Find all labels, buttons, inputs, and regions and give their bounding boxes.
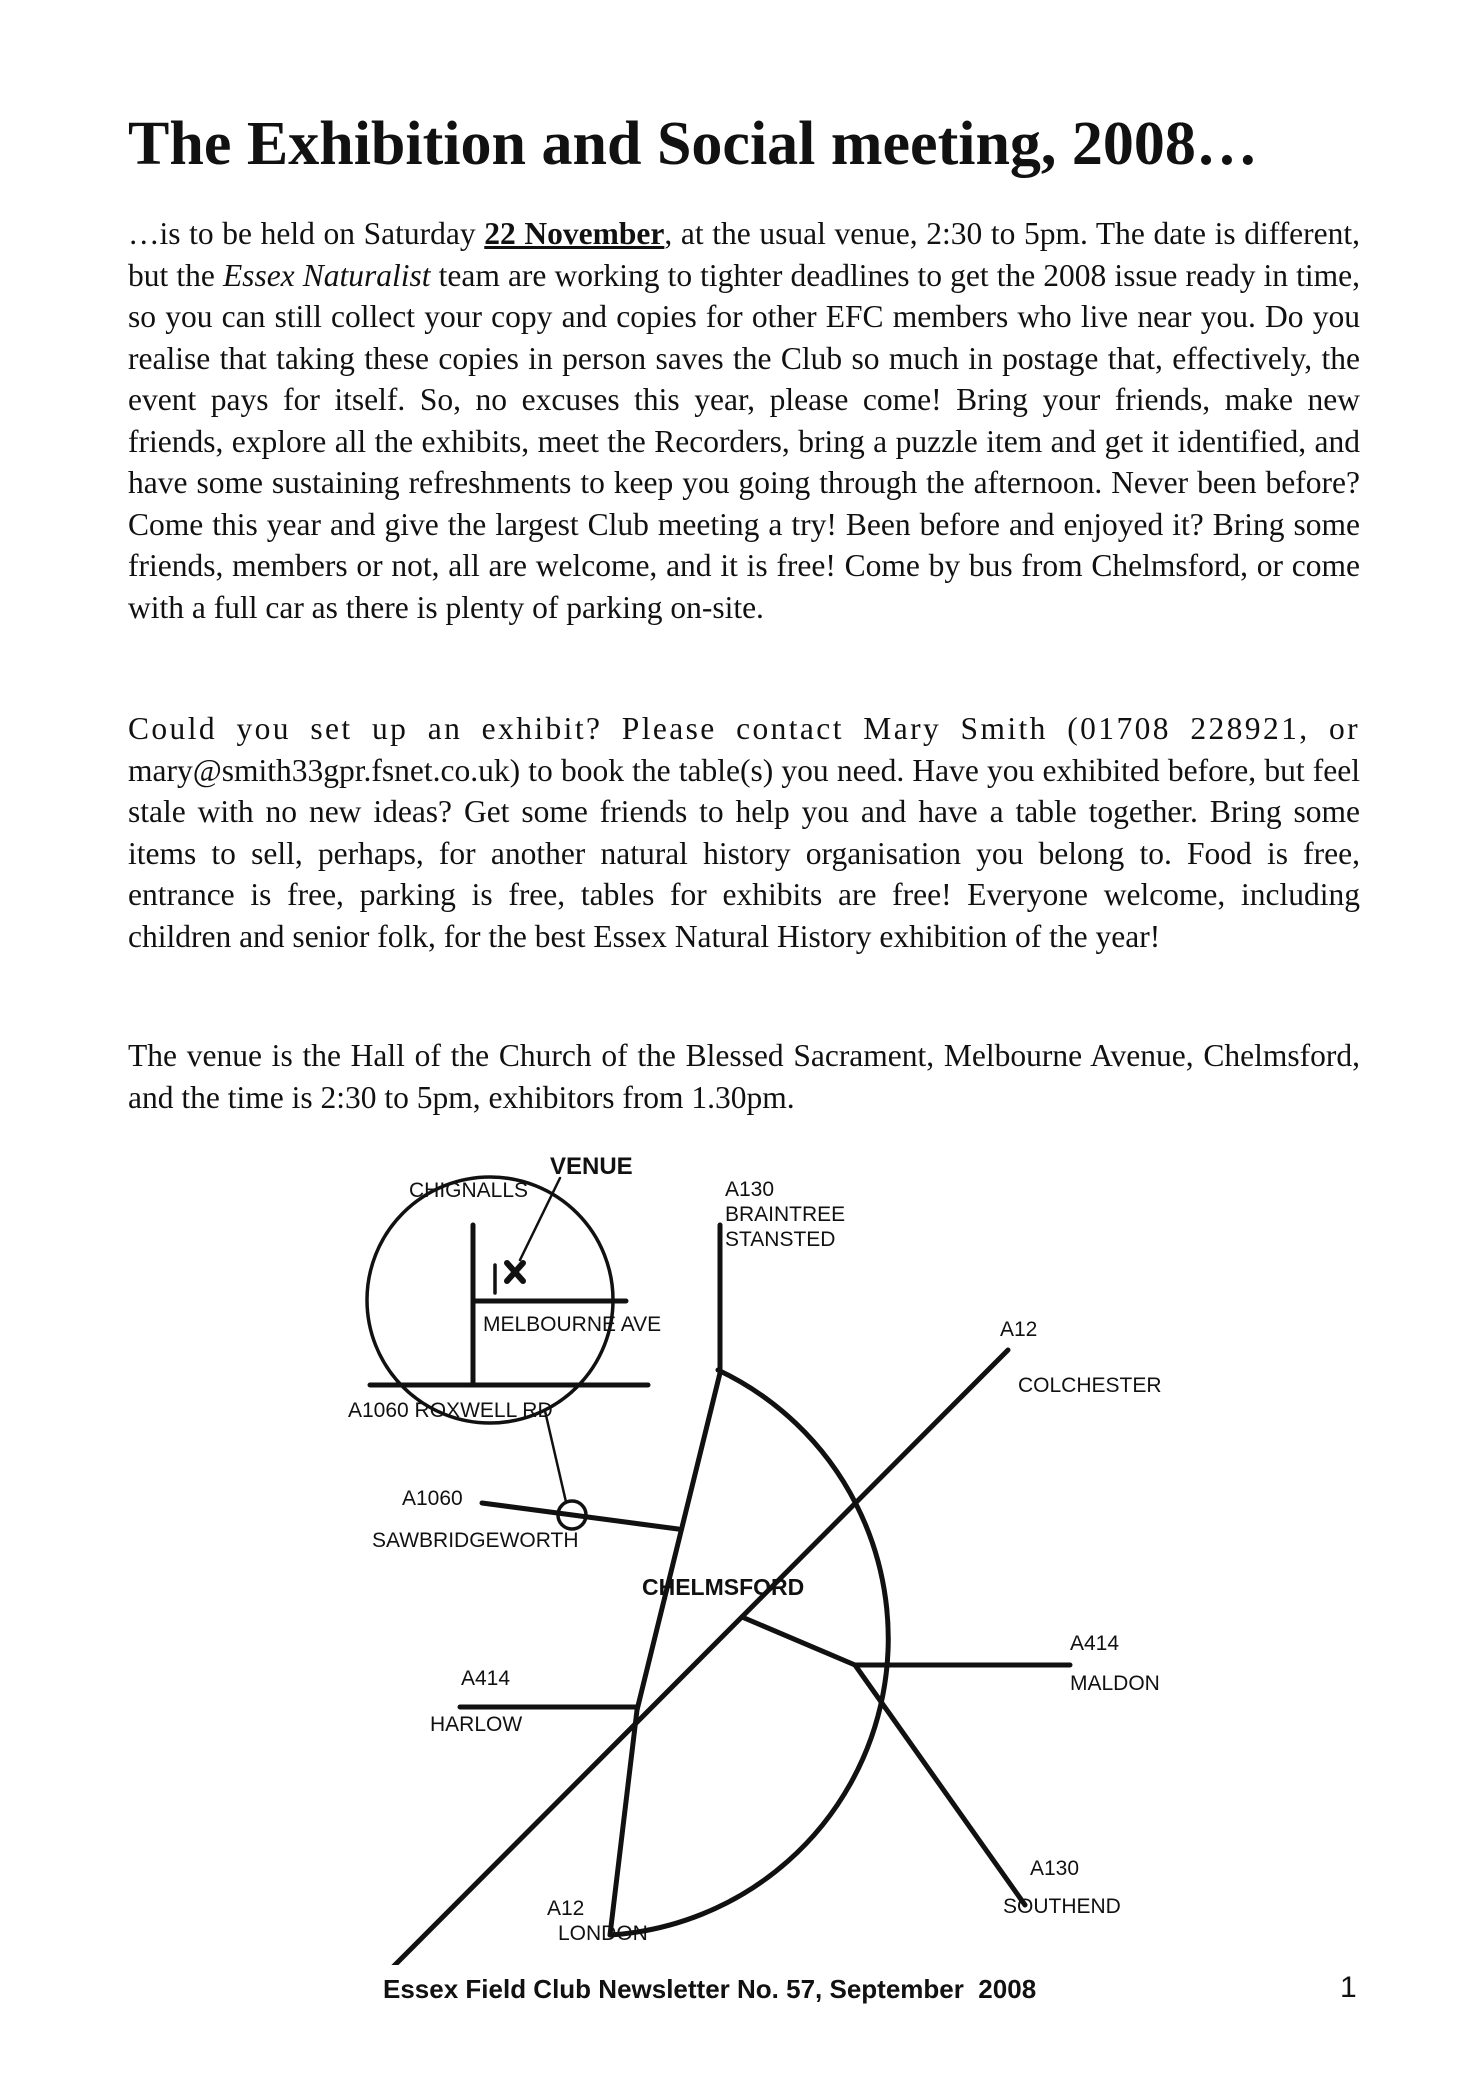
newsletter-footer: Essex Field Club Newsletter No. 57, September 2008 — [383, 1974, 1037, 2004]
label-melbourne-ave: MELBOURNE AVE — [483, 1313, 662, 1336]
page-number: 1 — [1340, 1971, 1357, 2004]
route-map — [330, 1145, 1190, 1965]
label-a130-south: A130 — [1030, 1857, 1080, 1880]
label-colchester: COLCHESTER — [1018, 1374, 1162, 1397]
intro-text: …is to be held on Saturday — [128, 216, 485, 251]
label-a1060: A1060 — [402, 1487, 463, 1510]
label-braintree: BRAINTREE — [725, 1203, 846, 1226]
road-a12 — [370, 1350, 1008, 1965]
label-a414-east: A414 — [1070, 1632, 1120, 1655]
label-venue: VENUE — [550, 1153, 633, 1180]
label-a12-south: A12 — [547, 1897, 585, 1920]
label-harlow: HARLOW — [430, 1713, 523, 1736]
road-a130-southend — [855, 1665, 1025, 1905]
venue-paragraph: The venue is the Hall of the Church of the Blessed Sacrament, Melbourne Avenue, Chelmsford, and the time is 2:30 to 5pm, exhibitors from 1.30pm. — [128, 1038, 1360, 1115]
exhibit-first-line: Could you set up an exhibit? Please contact Mary Smith (01708 228921, or — [128, 711, 1360, 746]
label-maldon: MALDON — [1070, 1672, 1160, 1695]
label-sawbridgeworth: SAWBRIDGEWORTH — [372, 1529, 579, 1552]
label-chignalls: CHIGNALLS — [409, 1179, 529, 1202]
label-a414-west: A414 — [461, 1667, 511, 1690]
road-a130-south — [742, 1617, 855, 1665]
label-a130-north: A130 — [725, 1178, 775, 1201]
intro-text-2: , at the usual venue, 2:30 to 5pm. The date is different, but the — [128, 216, 1361, 293]
event-date: 22 November — [484, 216, 665, 251]
label-london: LONDON — [558, 1922, 648, 1945]
label-southend: SOUTHEND — [1003, 1895, 1121, 1918]
label-chelmsford: CHELMSFORD — [642, 1574, 805, 1600]
label-a12-east: A12 — [1000, 1318, 1038, 1341]
intro-paragraph — [128, 213, 1360, 628]
publication-title: Essex Naturalist — [222, 257, 431, 293]
exhibit-text: mary@smith33gpr.fsnet.co.uk) to book the table(s) you need. Have you exhibited before, but feel stale with no new ideas? Get some friends to help you and have a table together. Bring some items to sell, perhaps, for another natural history organisation you belong to. Food is free, entrance is free, parking is free, tables for exhibits are free! Everyone welcome, including children and senior folk, for the best Essex Natural History exhibition of the year! — [128, 752, 1360, 954]
label-roxwell-rd: A1060 ROXWELL RD — [348, 1399, 553, 1422]
road-western-trunk — [637, 1373, 720, 1710]
intro-text-3: team are working to tighter deadlines to get the 2008 issue ready in time, so you can still collect your copy and copies for other EFC members who live near you. Do you realise that taking these copies in person saves the Club so much in postage that, effectively, the event pays for itself. So, no excuses this year, please come! Bring your friends, make new friends, explore all the exhibits, meet the Recorders, bring a puzzle item and get it identified, and have some sustaining refreshments to keep you going through the afternoon. Never been before? Come this year and give the largest Club meeting a try! Been before and enjoyed it? Bring some friends, members or not, all are welcome, and it is free! Come by bus from Chelmsford, or come with a full car as there is plenty of parking on-site. — [128, 257, 1360, 625]
inset-pointer-line — [545, 1411, 566, 1502]
exhibit-paragraph — [128, 708, 1360, 957]
page-title: The Exhibition and Social meeting, 2008… — [128, 110, 1258, 178]
label-stansted: STANSTED — [725, 1228, 836, 1251]
